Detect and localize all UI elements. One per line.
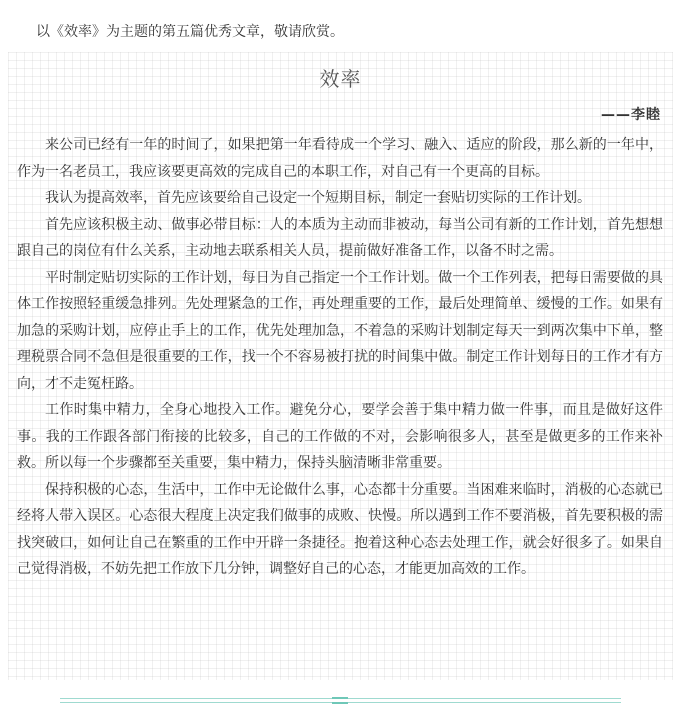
decorative-divider bbox=[60, 697, 621, 705]
paragraph-6: 保持积极的心态，生活中，工作中无论做什么事，心态都十分重要。当困难来临时，消极的心态就已经将人带入误区。心态很大程度上决定我们做事的成败、快慢。所以遇到工作不要消极，首先要积极的需找突破口，如何让自己在繁重的工作中开辟一条捷径。抱着这种心态去处理工作，就会好很多了。如果自己觉得消极，不妨先把工作放下几分钟，调整好自己的心态，才能更加高效的工作。 bbox=[17, 481, 663, 577]
paragraph-4: 平时制定贴切实际的工作计划，每日为自己指定一个工作计划。做一个工作列表，把每日需要做的具体工作按照轻重缓急排列。先处理紧急的工作，再处理重要的工作，最后处理简单、缓慢的工作。如果有加急的采购计划，应停止手上的工作，优先处理加急，不着急的采购计划制定每天一到两次集中下单，整理税票合同不急但是很重要的工作，找一个不容易被打扰的时间集中做。制定工作计划每日的工作才有方向，才不走冤枉路。 bbox=[17, 269, 663, 392]
paragraph-5: 工作时集中精力，全身心地投入工作。避免分心，要学会善于集中精力做一件事，而且是做好这件事。我的工作跟各部门衔接的比较多，自己的工作做的不对，会影响很多人，甚至是做更多的工作来补救。所以每一个步骤都至关重要，集中精力，保持头脑清晰非常重要。 bbox=[17, 402, 663, 471]
article-body bbox=[17, 132, 663, 583]
intro-text: 以《效率》为主题的第五篇优秀文章，敬请欣赏。 bbox=[36, 24, 344, 40]
divider-center-ornament-icon bbox=[332, 697, 348, 704]
paragraph-2: 我认为提高效率，首先应该要给自己设定一个短期目标，制定一套贴切实际的工作计划。 bbox=[45, 190, 591, 206]
paragraph-1: 来公司已经有一年的时间了，如果把第一年看待成一个学习、融入、适应的阶段，那么新的一年中，作为一名老员工，我应该要更高效的完成自己的本职工作，对自己有一个更高的目标。 bbox=[17, 137, 663, 180]
paragraph-3: 首先应该积极主动、做事必带目标：人的本质为主动而非被动，每当公司有新的工作计划，首先想想跟自己的岗位有什么关系，主动地去联系相关人员，提前做好准备工作，以备不时之需。 bbox=[17, 216, 663, 259]
article-author: ——李睦 bbox=[601, 107, 661, 123]
article-title: 效率 bbox=[319, 67, 362, 91]
